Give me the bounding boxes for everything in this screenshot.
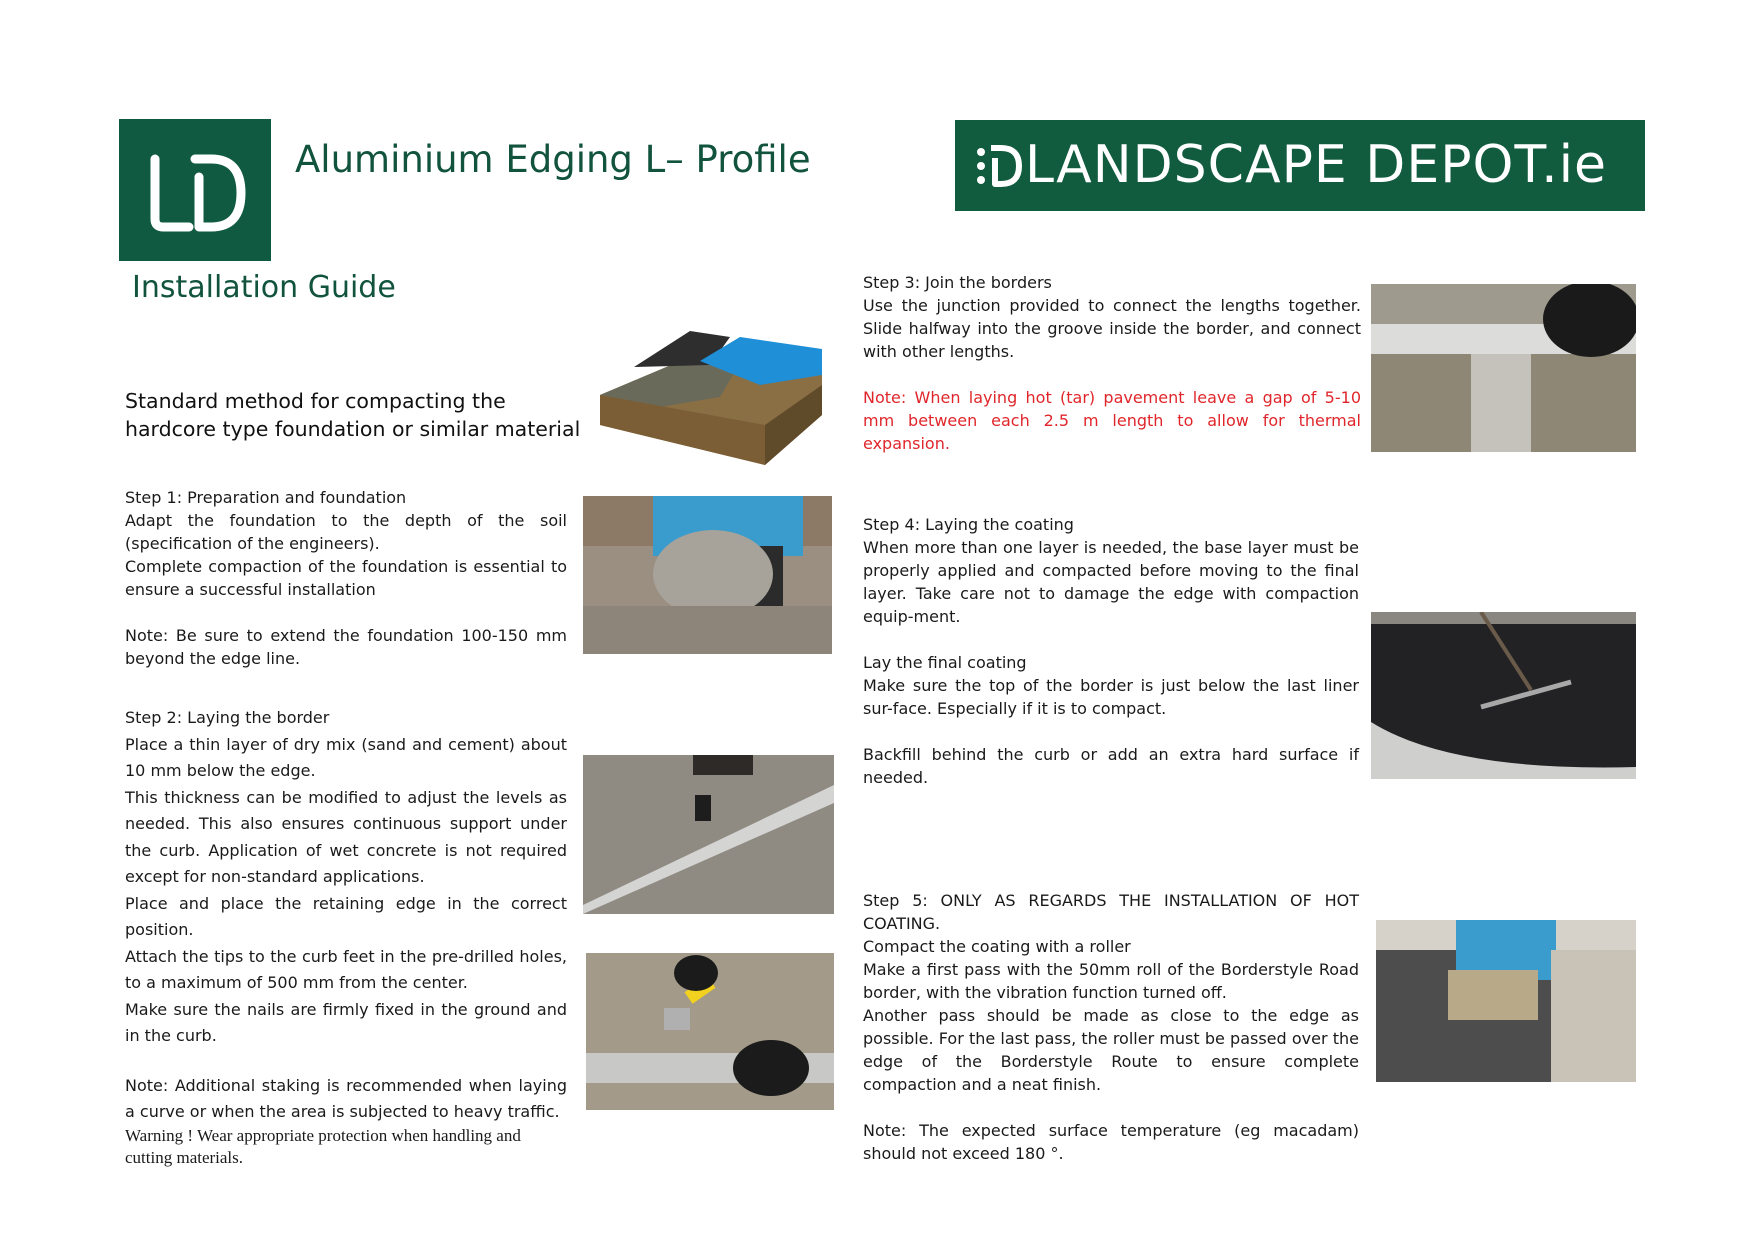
roller-compacting-image <box>583 496 832 654</box>
step5-line: Make a first pass with the 50mm roll of the Borderstyle Road border, with the vibration function turned off. <box>863 960 1359 1002</box>
intro-lead: Standard method for compacting the hardcore type foundation or similar material <box>125 389 581 441</box>
step4-section <box>863 513 1359 789</box>
step2-warning: Warning ! Wear appropriate protection when handling and cutting materials. <box>125 1126 521 1167</box>
step2-section <box>125 705 567 1126</box>
laying-border-image <box>583 755 834 914</box>
step2-line: Place a thin layer of dry mix (sand and cement) about 10 mm below the edge. <box>125 734 567 780</box>
foundation-diagram-image <box>590 325 830 470</box>
ld-logo-mark <box>119 119 271 261</box>
step2-line: This thickness can be modified to adjust the levels as needed. This also ensures continuous support under the curb. Application of wet concrete is not required except for non-standard applications. <box>125 787 567 886</box>
laying-coating-image <box>1371 612 1636 779</box>
nailing-border-image <box>586 953 834 1110</box>
page-title: Aluminium Edging L– Profile <box>295 138 811 181</box>
step4-backfill: Backfill behind the curb or add an extra hard surface if needed. <box>863 745 1359 787</box>
step3-section <box>863 271 1361 455</box>
brand-banner <box>955 120 1645 211</box>
brand-d-icon <box>973 140 1023 192</box>
step4-sub-heading: Lay the final coating <box>863 653 1027 672</box>
step5-heading: Step 5: ONLY AS REGARDS THE INSTALLATION OF HOT COATING. <box>863 891 1359 933</box>
step1-line: Adapt the foundation to the depth of the soil (specification of the engineers). <box>125 511 567 553</box>
step2-heading: Step 2: Laying the border <box>125 708 330 727</box>
step5-line: Another pass should be made as close to the edge as possible. For the last pass, the roller must be passed over the edge of the Borderstyle Route to ensure complete compaction and a neat finish. <box>863 1006 1359 1094</box>
step5-line: Compact the coating with a roller <box>863 937 1131 956</box>
step3-note: Note: When laying hot (tar) pavement leave a gap of 5-10 mm between each 2.5 m length to allow for thermal expansion. <box>863 388 1361 453</box>
step2-line: Attach the tips to the curb feet in the pre-drilled holes, to a maximum of 500 mm from the center. <box>125 946 567 992</box>
step5-section <box>863 889 1359 1165</box>
step1-heading: Step 1: Preparation and foundation <box>125 488 407 507</box>
page-subtitle: Installation Guide <box>132 270 396 305</box>
step2-line: Make sure the nails are firmly fixed in the ground and in the curb. <box>125 999 567 1045</box>
step4-body: When more than one layer is needed, the base layer must be properly applied and compacted before moving to the final layer. Take care not to damage the edge with compaction equip-ment. <box>863 538 1359 626</box>
brand-text: LANDSCAPE DEPOT.ie <box>1025 135 1608 195</box>
step3-body: Use the junction provided to connect the lengths together. Slide halfway into the groove inside the border, and connect with other lengths. <box>863 296 1361 361</box>
step4-heading: Step 4: Laying the coating <box>863 515 1074 534</box>
step4-sub-body: Make sure the top of the border is just below the last liner sur-face. Especially if it is to compact. <box>863 676 1359 718</box>
junction-image <box>1371 284 1636 452</box>
step3-heading: Step 3: Join the borders <box>863 273 1052 292</box>
ld-logo <box>119 119 271 261</box>
step1-section <box>125 486 567 670</box>
step1-line: Complete compaction of the foundation is essential to ensure a successful installation <box>125 557 567 599</box>
roller-coating-image <box>1376 920 1636 1082</box>
step1-note: Note: Be sure to extend the foundation 100-150 mm beyond the edge line. <box>125 626 567 668</box>
step5-note: Note: The expected surface temperature (eg macadam) should not exceed 180 °. <box>863 1121 1359 1163</box>
step2-line: Place and place the retaining edge in the correct position. <box>125 893 567 939</box>
step2-note: Note: Additional staking is recommended when laying a curve or when the area is subjected to heavy traffic. <box>125 1075 567 1121</box>
